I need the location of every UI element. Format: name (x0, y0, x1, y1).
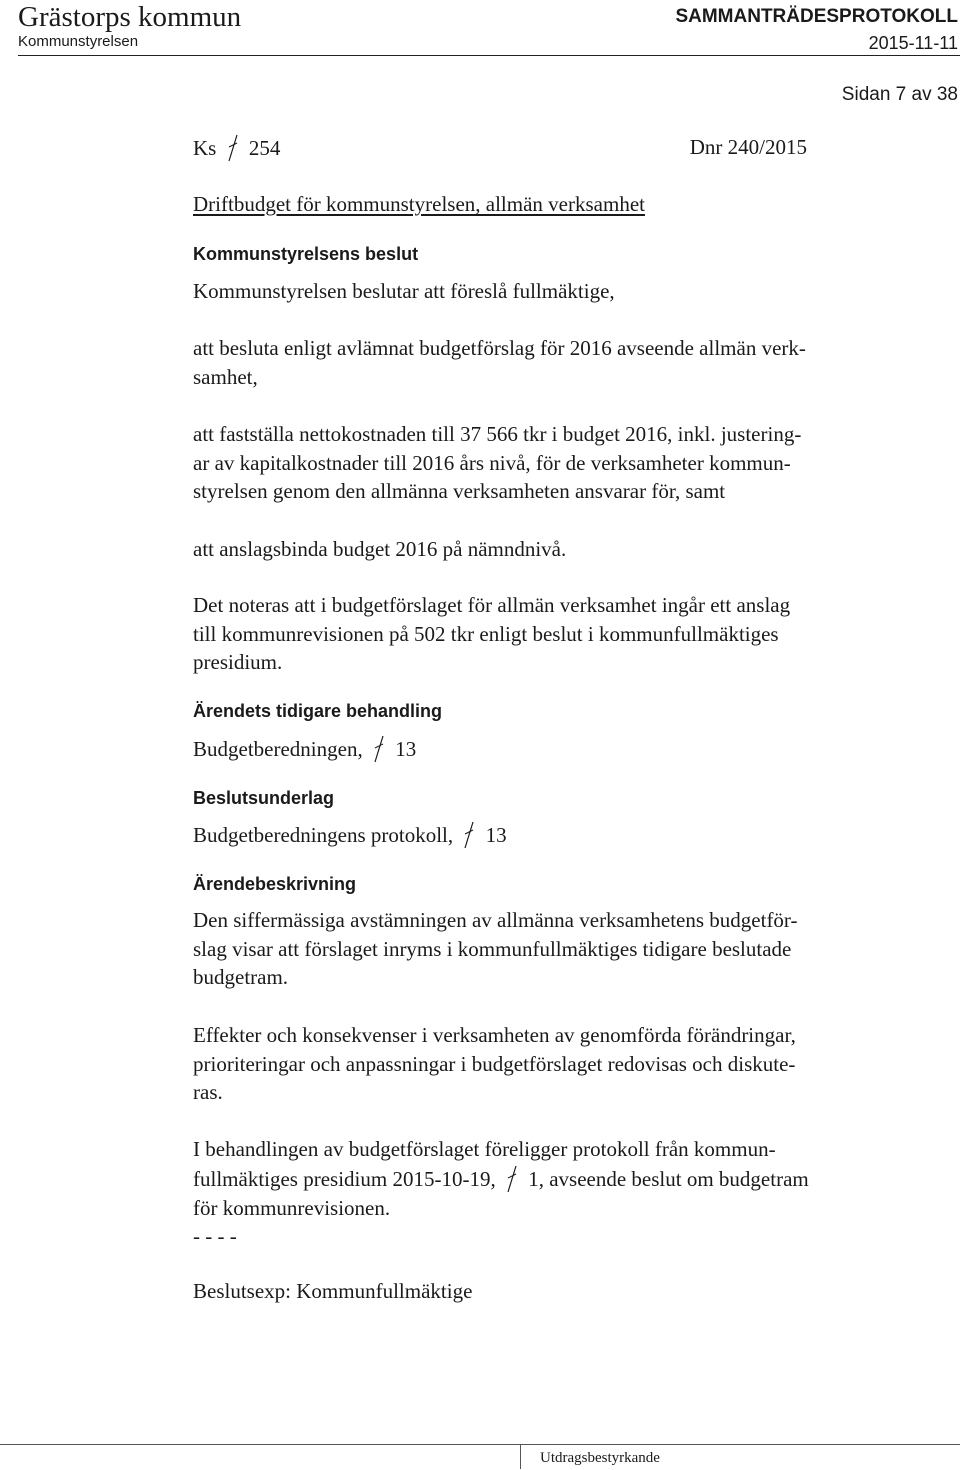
text-line: I behandlingen av budgetförslaget föreligger protokoll från kommun- (193, 1137, 776, 1161)
history-label: Budgetberedningen, (193, 737, 363, 761)
note-paragraph (193, 591, 790, 677)
text-line: ar av kapitalkostnader till 2016 års nivå, för de verksamheter kommun- (193, 450, 791, 475)
basis-section-number: 13 (485, 823, 507, 847)
separator-dashes: - - - - (193, 1224, 237, 1248)
meeting-date: 2015-11-11 (868, 33, 958, 53)
text-line: budgetram. (193, 965, 289, 989)
municipality-name: Grästorps kommun (18, 1, 242, 33)
text-line: att besluta enligt avlämnat budgetförslag för 2016 avseende allmän verk- (193, 336, 806, 360)
text-line: prioriteringar och anpassningar i budgetförslaget redovisas och diskute- (193, 1051, 796, 1076)
text-line: Effekter och konsekvenser i verksamheten av genomförda förändringar, (193, 1023, 796, 1047)
text-line: att fastställa nettokostnaden till 37 566 tkr i budget 2016, inkl. justering- (193, 422, 802, 446)
text-line: presidium. (193, 650, 283, 674)
dnr-number: Dnr 240/2015 (689, 135, 807, 159)
page-number: Sidan 7 av 38 (841, 84, 958, 105)
section-sign-icon (458, 820, 480, 850)
document-type: SAMMANTRÄDESPROTOKOLL (675, 6, 958, 27)
text-line: styrelsen genom den allmänna verksamheten ansvarar för, samt (193, 479, 726, 503)
basis-label: Budgetberedningens protokoll, (193, 823, 454, 847)
history-text (193, 734, 416, 764)
att-clause-3: att anslagsbinda budget 2016 på nämndnivå. (193, 537, 567, 561)
history-section-number: 13 (395, 737, 417, 761)
ks-label: Ks (193, 136, 217, 160)
ks-number: 254 (248, 136, 281, 160)
text-line: samhet, (193, 364, 258, 389)
section-sign-icon (501, 1164, 523, 1194)
footer-separator (520, 1445, 521, 1469)
text-line (193, 1164, 809, 1194)
description-paragraph-1 (193, 906, 798, 992)
case-reference (193, 133, 807, 163)
description-paragraph-2 (193, 1021, 796, 1107)
certification-label: Utdragsbestyrkande (540, 1450, 660, 1466)
text-line: för kommunrevisionen. (193, 1195, 391, 1220)
description-paragraph-3 (193, 1135, 809, 1251)
decision-heading: Kommunstyrelsens beslut (193, 244, 419, 264)
description-heading: Ärendebeskrivning (193, 874, 357, 894)
text-fragment: 1, avseende beslut om budgetram (528, 1166, 809, 1191)
footer-divider (0, 1444, 960, 1445)
text-fragment: fullmäktiges presidium 2015-10-19, (193, 1166, 496, 1191)
basis-heading: Beslutsunderlag (193, 788, 335, 808)
expedition-line: Beslutsexp: Kommunfullmäktige (193, 1279, 473, 1303)
text-line: till kommunrevisionen på 502 tkr enligt beslut i kommunfullmäktiges (193, 621, 779, 646)
case-title: Driftbudget för kommunstyrelsen, allmän verksamhet (193, 192, 645, 216)
text-line: Den siffermässiga avstämningen av allmänna verksamhetens budgetför- (193, 908, 798, 932)
decision-intro: Kommunstyrelsen beslutar att föreslå fullmäktige, (193, 279, 615, 303)
section-sign-icon (222, 133, 244, 163)
section-sign-icon (368, 734, 390, 764)
att-clause-2 (193, 420, 801, 506)
text-line: Det noteras att i budgetförslaget för allmän verksamhet ingår ett anslag (193, 593, 791, 617)
text-line: ras. (193, 1080, 223, 1104)
basis-text (193, 820, 507, 850)
header-divider (18, 55, 960, 56)
history-heading: Ärendets tidigare behandling (193, 701, 443, 721)
text-line: slag visar att förslaget inryms i kommunfullmäktiges tidigare beslutade (193, 936, 792, 961)
organ-name: Kommunstyrelsen (18, 33, 139, 50)
att-clause-1 (193, 334, 806, 391)
